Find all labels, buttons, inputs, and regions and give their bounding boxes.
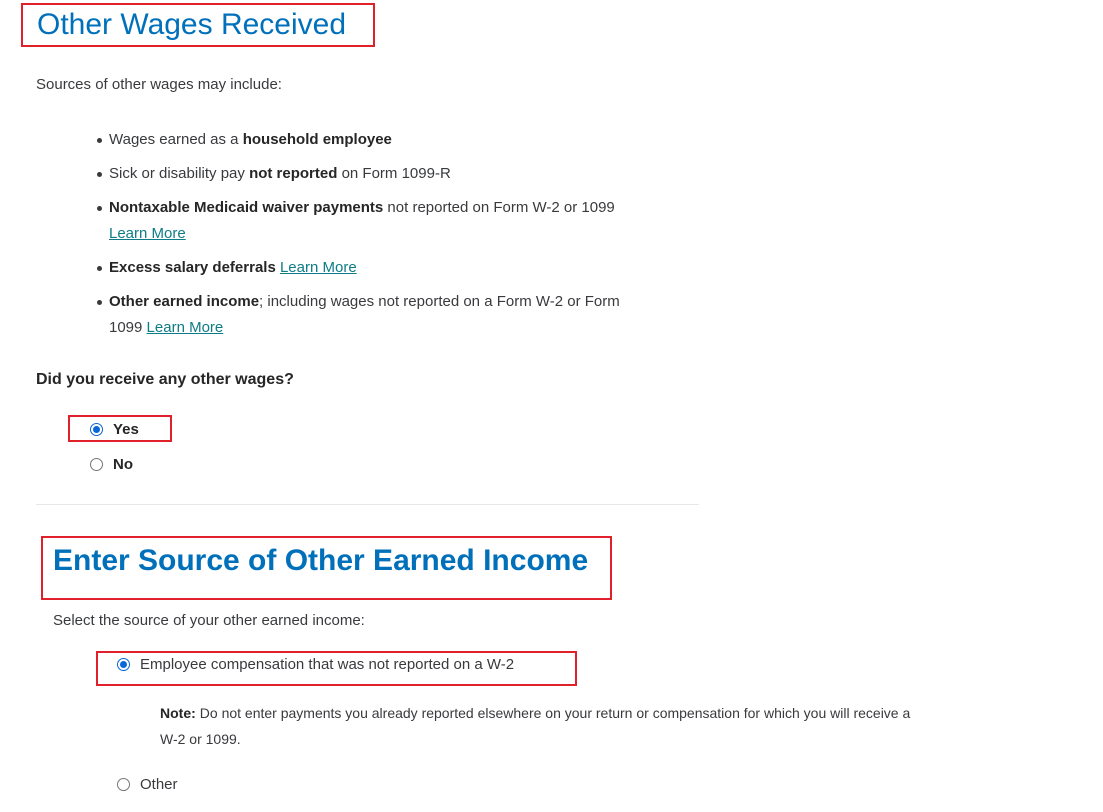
radio-option-yes[interactable] xyxy=(90,421,139,438)
radio-label-no: No xyxy=(113,456,133,473)
bullet-bold-text: household employee xyxy=(242,131,392,148)
page-title-other-wages: Other Wages Received xyxy=(37,8,347,41)
bullet-bold-text: Nontaxable Medicaid waiver payments xyxy=(109,199,384,216)
list-item-medicaid-waiver xyxy=(95,195,655,247)
bullet-text: Wages earned as a xyxy=(109,131,243,148)
bullet-icon xyxy=(97,266,102,271)
bullet-text: not reported on Form W-2 or 1099 xyxy=(383,199,615,216)
source-select-intro-text: Select the source of your other earned income: xyxy=(53,612,365,629)
radio-option-no[interactable] xyxy=(90,456,133,473)
bullet-icon xyxy=(97,206,102,211)
learn-more-link-medicaid[interactable]: Learn More xyxy=(109,225,186,242)
bullet-bold-text: Excess salary deferrals xyxy=(109,259,276,276)
note-label: Note: xyxy=(160,705,196,721)
bullet-bold-text: not reported xyxy=(249,165,338,182)
radio-label-other: Other xyxy=(140,776,178,793)
bullet-text: on Form 1099-R xyxy=(337,165,451,182)
radio-unselected-icon[interactable] xyxy=(90,458,103,471)
section-divider xyxy=(36,504,699,505)
note-text-block xyxy=(160,700,920,752)
list-item-excess-salary-deferrals xyxy=(95,255,655,281)
bullet-text: ; including wages not reported on a Form W-2 or Form 1099 xyxy=(109,293,620,336)
page-title-earned-income-source: Enter Source of Other Earned Income xyxy=(53,544,589,577)
learn-more-link-other-income[interactable]: Learn More xyxy=(146,319,224,336)
radio-option-other[interactable] xyxy=(117,776,178,793)
bullet-bold-text: Other earned income xyxy=(109,293,260,310)
list-item-household-employee xyxy=(95,127,655,153)
bullet-icon xyxy=(97,138,102,143)
radio-label-employee-compensation: Employee compensation that was not reported on a W-2 xyxy=(140,656,515,673)
radio-selected-icon[interactable] xyxy=(90,423,103,436)
bullet-icon xyxy=(97,172,102,177)
other-wages-question: Did you receive any other wages? xyxy=(36,371,294,388)
radio-unselected-icon[interactable] xyxy=(117,778,130,791)
note-body: Do not enter payments you already reported elsewhere on your return or compensation for which you will receive a W-2 or 1099. xyxy=(160,705,911,747)
sources-intro-text: Sources of other wages may include: xyxy=(36,76,282,93)
list-item-other-earned-income xyxy=(95,289,655,341)
bullet-text: Sick or disability pay xyxy=(109,165,250,182)
other-wage-sources-list xyxy=(95,127,655,349)
radio-label-yes: Yes xyxy=(113,421,139,438)
radio-selected-icon[interactable] xyxy=(117,658,130,671)
bullet-icon xyxy=(97,300,102,305)
radio-option-employee-compensation[interactable] xyxy=(117,656,514,673)
list-item-sick-disability-pay xyxy=(95,161,655,187)
learn-more-link-deferrals[interactable]: Learn More xyxy=(279,259,357,276)
